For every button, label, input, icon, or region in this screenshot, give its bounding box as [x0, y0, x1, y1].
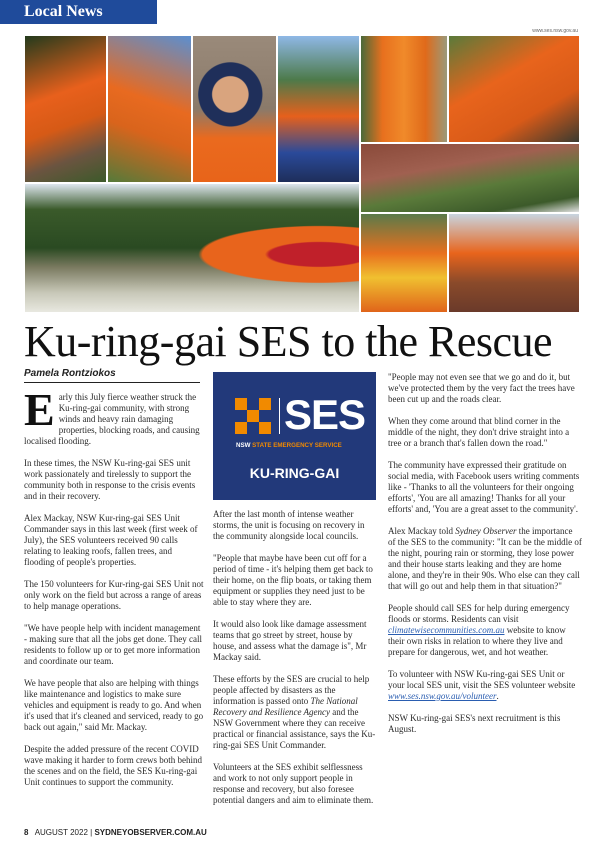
- photo-river-rescue: [24, 183, 360, 313]
- climatewise-link[interactable]: climatewisecommunities.com.au: [388, 625, 505, 635]
- article-column-2: [213, 509, 377, 817]
- page-footer: [24, 828, 207, 838]
- paragraph: It would also look like damage assessment teams that go street by street, house by house, and assess what the damage is", Mr Mackay said.: [213, 619, 367, 662]
- paragraph: When they come around that blind corner in the middle of the night, they don't drive straight into a tree or a branch that's fallen down the road.": [388, 416, 570, 448]
- paragraph: Alex Mackay told Sydney Observer the importance of the SES to the community: "It can be the middle of the night, pouring rain or storming, they lose power and their house starts leaking and they are home alone, and they're in their 90s. Who else can they call that will go out and help them in that situation?": [388, 526, 582, 591]
- paragraph: Volunteers at the SES exhibit selflessness and work to not only support people in response and recovery, but also foresee potential dangers and aim to eliminate them.: [213, 762, 374, 805]
- photo-roof-rescue: [448, 213, 580, 313]
- paragraph: These efforts by the SES are crucial to help people affected by disasters as the information is passed onto The National Recovery and Resilience Agency and the NSW Government where they can receive practical or financial assistance, says the Ku-ring-gai SES Unit Commander.: [213, 674, 376, 750]
- photo-credit: www.ses.nsw.gov.au: [532, 28, 578, 34]
- ses-unit-name: KU-RING-GAI: [249, 465, 340, 481]
- paragraph: To volunteer with NSW Ku-ring-gai SES Unit or your local SES unit, visit the SES volunteer website www.ses.nsw.gov.au/volunteer.: [388, 669, 576, 701]
- article-column-3: [388, 372, 582, 746]
- paragraph: We have people that also are helping with things like maintenance and logistics to make sure vehicles and equipment is ready to go. And when it's used that it's cleaned and serviced, ready to go back out again," said Mr. Mackay.: [24, 678, 204, 732]
- paragraph: In these times, the NSW Ku-ring-gai SES unit work passionately and tirelessly to support the community both in response to the crisis events and in their recovery.: [24, 458, 196, 501]
- section-label: Local News: [0, 0, 157, 24]
- paragraph: People should call SES for help during emergency floods or storms. Residents can visit climatewisecommunities.com.au website to know their own risks in relation to where they live and prepare for dangerous, wet, and hot weather.: [388, 603, 570, 657]
- photo-smiling-volunteer: [192, 35, 277, 183]
- ses-logo: [213, 372, 376, 500]
- paragraph: "People may not even see that we go and do it, but we've protected them by the very fact the trees have been cut up and the roads clear.: [388, 372, 575, 404]
- photo-volunteer-group: [360, 35, 448, 143]
- paragraph: The community have expressed their gratitude on social media, with Facebook users writing comments like - 'Thanks to all the volunteers for their ongoing efforts', 'You are all amazing! Thanks for all your efforts' and, 'You are a great asset to the community'.: [388, 460, 580, 514]
- photo-collage: [24, 35, 580, 313]
- issue-date: AUGUST 2022 |: [34, 828, 93, 837]
- byline: Pamela Rontziokos: [24, 368, 200, 383]
- paragraph: NSW Ku-ring-gai SES's next recruitment is this August.: [388, 713, 561, 734]
- photo-helmeted-volunteers: [360, 213, 448, 313]
- ses-wordmark: SES: [284, 391, 366, 438]
- divider: [279, 398, 280, 434]
- photo-chainsaw-closeup: [448, 35, 580, 143]
- article-column-1: [24, 384, 204, 799]
- ses-checker-icon: [235, 398, 271, 434]
- site-name: SYDNEYOBSERVER.COM.AU: [94, 828, 207, 837]
- paragraph: arly this July fierce weather struck the Ku-ring-gai community, with strong winds and heavy rain damaging properties, blocking roads, and causing localised flooding.: [24, 392, 200, 446]
- paragraph: "We have people help with incident management - making sure that all the jobs get done. They call residents to follow up or to get more information and coordinate our team.: [24, 623, 203, 666]
- headline: Ku-ring-gai SES to the Rescue: [24, 317, 553, 366]
- photo-tree-climber: [107, 35, 192, 183]
- paragraph: The 150 volunteers for Kur-ring-gai SES Unit not only work on the field but across a range of areas to help manage operations.: [24, 579, 204, 611]
- photo-chainsaw-volunteer: [24, 35, 107, 183]
- drop-cap: E: [24, 384, 55, 435]
- photo-boat-rescuer: [277, 35, 360, 183]
- paragraph: "People that maybe have been cut off for a period of time - it's helping them get back to their home, on the flip boats, or taking them equipment or supplies they need just to be able to stay where they are.: [213, 553, 373, 607]
- paragraph: Alex Mackay, NSW Kur-ring-gai SES Unit Commander says in this last week (first week of July), the SES volunteers received 90 calls relating to leaking roofs, fallen trees, and flooding of people's properties.: [24, 513, 198, 567]
- photo-fallen-tree: [360, 143, 580, 213]
- paragraph: After the last month of intense weather storms, the unit is focusing on recovery in the community alongside local councils.: [213, 509, 365, 541]
- page-number: 8: [24, 828, 29, 837]
- ses-volunteer-link[interactable]: www.ses.nsw.gov.au/volunteer: [388, 691, 497, 701]
- paragraph: Despite the added pressure of the recent COVID wave making it harder to form crews both behind the scenes and on the field, the SES Ku-ring-gai Unit continues to support the community.: [24, 744, 202, 787]
- ses-subtitle: NSW STATE EMERGENCY SERVICE: [236, 442, 342, 449]
